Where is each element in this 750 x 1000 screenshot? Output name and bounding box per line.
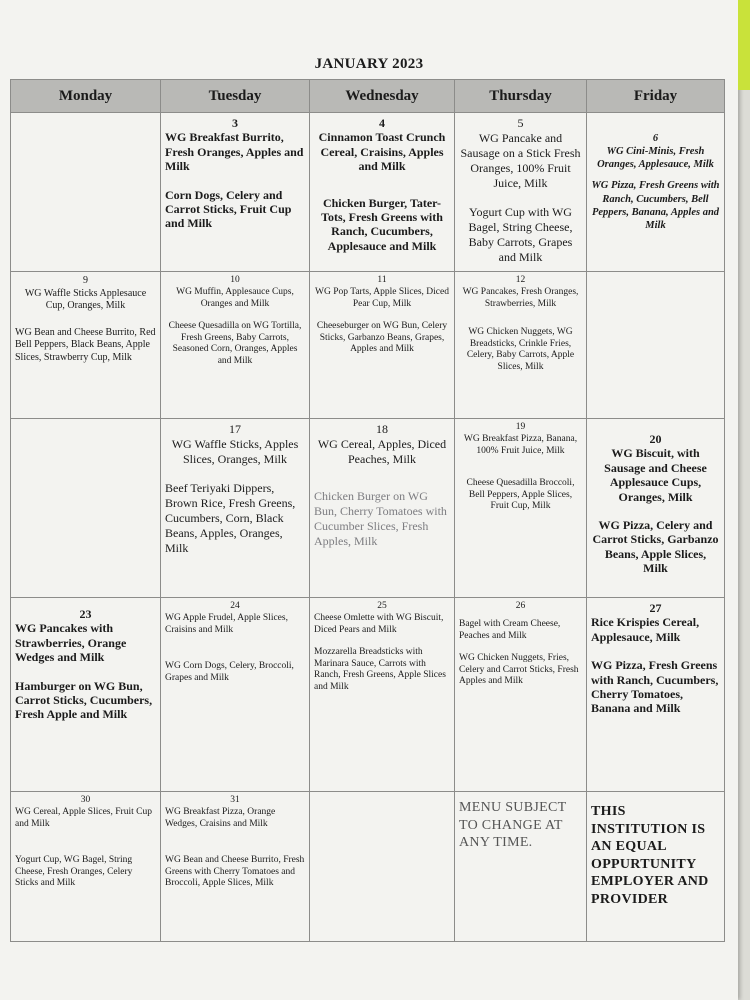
lunch-text: Cheeseburger on WG Bun, Celery Sticks, Garbanzo Beans, Grapes, Apples and Milk xyxy=(316,320,448,355)
breakfast-text: WG Pancakes with Strawberries, Orange Wedges and Milk xyxy=(15,621,127,665)
day-cell-jan-3 xyxy=(161,113,310,272)
header-tuesday: Tuesday xyxy=(161,80,310,113)
header-wednesday: Wednesday xyxy=(310,80,455,113)
day-number: 18 xyxy=(376,422,388,436)
day-number: 27 xyxy=(649,601,662,615)
day-cell-jan-30 xyxy=(11,792,161,942)
breakfast-text: WG Breakfast Pizza, Orange Wedges, Craisins and Milk xyxy=(165,806,276,829)
day-number: 3 xyxy=(232,116,238,130)
equal-opportunity-statement: THIS INSTITUTION IS AN EQUAL OPPURTUNITY EMPLOYER AND PROVIDER xyxy=(591,804,709,907)
header-thursday: Thursday xyxy=(455,80,587,113)
breakfast-text: WG Waffle Sticks Applesauce Cup, Oranges, Milk xyxy=(24,287,147,311)
lunch-text: Chicken Burger, Tater-Tots, Fresh Greens with Ranch, Cucumbers, Applesauce and Milk xyxy=(321,195,443,253)
day-number: 6 xyxy=(652,133,659,144)
day-cell-jan-10 xyxy=(161,272,310,419)
day-number: 5 xyxy=(517,116,524,130)
lunch-text: Mozzarella Breadsticks with Marinara Sauce, Carrots with Ranch, Fresh Greens, Apple Slices and Milk xyxy=(314,646,446,693)
notice-cell xyxy=(455,792,587,942)
day-cell-jan-23 xyxy=(11,598,161,792)
day-cell-jan-24 xyxy=(161,598,310,792)
day-number: 30 xyxy=(80,795,91,805)
day-cell-jan-6 xyxy=(587,113,725,272)
breakfast-text: WG Pop Tarts, Apple Slices, Diced Pear Cup, Milk xyxy=(315,286,449,309)
week-row-4 xyxy=(11,598,725,792)
lunch-text: WG Pizza, Celery and Carrot Sticks, Garbanzo Beans, Apple Slices, Milk xyxy=(592,517,719,576)
week-row-1 xyxy=(11,113,725,272)
lunch-text: WG Pizza, Fresh Greens with Ranch, Cucumbers, Cherry Tomatoes, Banana and Milk xyxy=(591,658,719,716)
day-cell-jan-9 xyxy=(11,272,161,419)
lunch-text: WG Corn Dogs, Celery, Broccoli, Grapes and Milk xyxy=(165,660,294,683)
day-cell-jan-12 xyxy=(455,272,587,419)
breakfast-text: WG Apple Frudel, Apple Slices, Craisins and Milk xyxy=(165,612,288,635)
menu-calendar xyxy=(10,79,725,942)
day-cell-jan-11 xyxy=(310,272,455,419)
breakfast-text: Cinnamon Toast Crunch Cereal, Craisins, Apples and Milk xyxy=(318,130,446,174)
day-cell-jan-4 xyxy=(310,113,455,272)
day-number: 9 xyxy=(83,275,88,286)
lunch-text: WG Chicken Nuggets, Fries, Celery and Carrot Sticks, Fresh Apples and Milk xyxy=(459,652,579,687)
lunch-text: WG Pizza, Fresh Greens with Ranch, Cucumbers, Bell Peppers, Banana, Apples and Milk xyxy=(591,180,720,231)
breakfast-text: WG Biscuit, with Sausage and Cheese Applesauce Cups, Oranges, Milk xyxy=(604,446,707,504)
lunch-text: Hamburger on WG Bun, Carrot Sticks, Cucumbers, Fresh Apple and Milk xyxy=(15,678,153,722)
day-number: 23 xyxy=(79,607,92,621)
breakfast-text: WG Breakfast Pizza, Banana, 100% Fruit Juice, Milk xyxy=(463,433,578,456)
day-number: 26 xyxy=(515,601,526,611)
day-cell-jan-31 xyxy=(161,792,310,942)
day-cell-jan-20 xyxy=(587,419,725,598)
day-number: 24 xyxy=(230,601,240,611)
day-cell-jan-26 xyxy=(455,598,587,792)
breakfast-text: WG Cereal, Apple Slices, Fruit Cup and Milk xyxy=(15,806,152,829)
day-number: 20 xyxy=(649,432,662,446)
week-row-5 xyxy=(11,792,725,942)
day-cell-empty xyxy=(11,113,161,272)
day-number: 31 xyxy=(230,795,240,805)
breakfast-text: WG Pancakes, Fresh Oranges, Strawberries, Milk xyxy=(462,286,579,309)
lunch-text: WG Chicken Nuggets, WG Breadsticks, Crinkle Fries, Celery, Baby Carrots, Apple Slices, Milk xyxy=(466,326,575,373)
day-number: 25 xyxy=(377,601,387,611)
lunch-text: Yogurt Cup, WG Bagel, String Cheese, Fresh Oranges, Celery Sticks and Milk xyxy=(15,854,133,889)
breakfast-text: WG Pancake and Sausage on a Stick Fresh Oranges, 100% Fruit Juice, Milk xyxy=(460,131,581,190)
lunch-text: Beef Teriyaki Dippers, Brown Rice, Fresh Greens, Cucumbers, Corn, Black Beans, Apples, Oranges, Milk xyxy=(165,481,296,555)
lunch-text: Yogurt Cup with WG Bagel, String Cheese, Baby Carrots, Grapes and Milk xyxy=(468,205,573,264)
lunch-text: Cheese Quesadilla Broccoli, Bell Peppers, Apple Slices, Fruit Cup, Milk xyxy=(466,477,575,512)
breakfast-text: WG Cereal, Apples, Diced Peaches, Milk xyxy=(317,437,447,466)
day-cell-jan-18 xyxy=(310,419,455,598)
day-number: 17 xyxy=(229,422,241,436)
day-cell-jan-17 xyxy=(161,419,310,598)
day-cell-empty xyxy=(587,272,725,419)
day-cell-empty xyxy=(310,792,455,942)
breakfast-text: WG Breakfast Burrito, Fresh Oranges, Apples and Milk xyxy=(165,130,304,174)
day-cell-empty xyxy=(11,419,161,598)
day-cell-jan-19 xyxy=(455,419,587,598)
breakfast-text: WG Cini-Minis, Fresh Oranges, Applesauce, Milk xyxy=(597,146,714,171)
week-row-3 xyxy=(11,419,725,598)
equal-opportunity-cell xyxy=(587,792,725,942)
breakfast-text: Cheese Omlette with WG Biscuit, Diced Pears and Milk xyxy=(314,612,444,635)
breakfast-text: Rice Krispies Cereal, Applesauce, Milk xyxy=(591,615,700,644)
header-friday: Friday xyxy=(587,80,725,113)
lunch-text: WG Bean and Cheese Burrito, Fresh Greens with Cherry Tomatoes and Broccoli, Apple Slices, Milk xyxy=(165,854,305,889)
breakfast-text: WG Muffin, Applesauce Cups, Oranges and Milk xyxy=(176,286,294,309)
day-number: 12 xyxy=(515,275,526,285)
lunch-text: WG Bean and Cheese Burrito, Red Bell Peppers, Black Beans, Apple Slices, Strawberry Cup, Milk xyxy=(15,326,156,363)
day-cell-jan-27 xyxy=(587,598,725,792)
header-monday: Monday xyxy=(11,80,161,113)
day-number: 10 xyxy=(230,275,240,285)
lunch-text: Corn Dogs, Celery and Carrot Sticks, Fruit Cup and Milk xyxy=(165,187,292,231)
lunch-text: Chicken Burger on WG Bun, Cherry Tomatoes with Cucumber Slices, Fresh Apples, Milk xyxy=(314,489,447,548)
day-cell-jan-25 xyxy=(310,598,455,792)
menu-change-notice: MENU SUBJECT TO CHANGE AT ANY TIME. xyxy=(459,800,567,850)
weekday-header-row xyxy=(11,80,725,113)
background-edge xyxy=(738,0,750,90)
day-number: 19 xyxy=(515,422,526,432)
breakfast-text: Bagel with Cream Cheese, Peaches and Milk xyxy=(459,618,561,641)
lunch-text: Cheese Quesadilla on WG Tortilla, Fresh Greens, Baby Carrots, Seasoned Corn, Oranges, Apples and Milk xyxy=(168,320,302,367)
page-title: JANUARY 2023 xyxy=(314,56,424,72)
day-number: 11 xyxy=(377,275,387,285)
breakfast-text: WG Waffle Sticks, Apples Slices, Oranges, Milk xyxy=(171,437,299,466)
day-number: 4 xyxy=(379,116,385,130)
week-row-2 xyxy=(11,272,725,419)
day-cell-jan-5 xyxy=(455,113,587,272)
